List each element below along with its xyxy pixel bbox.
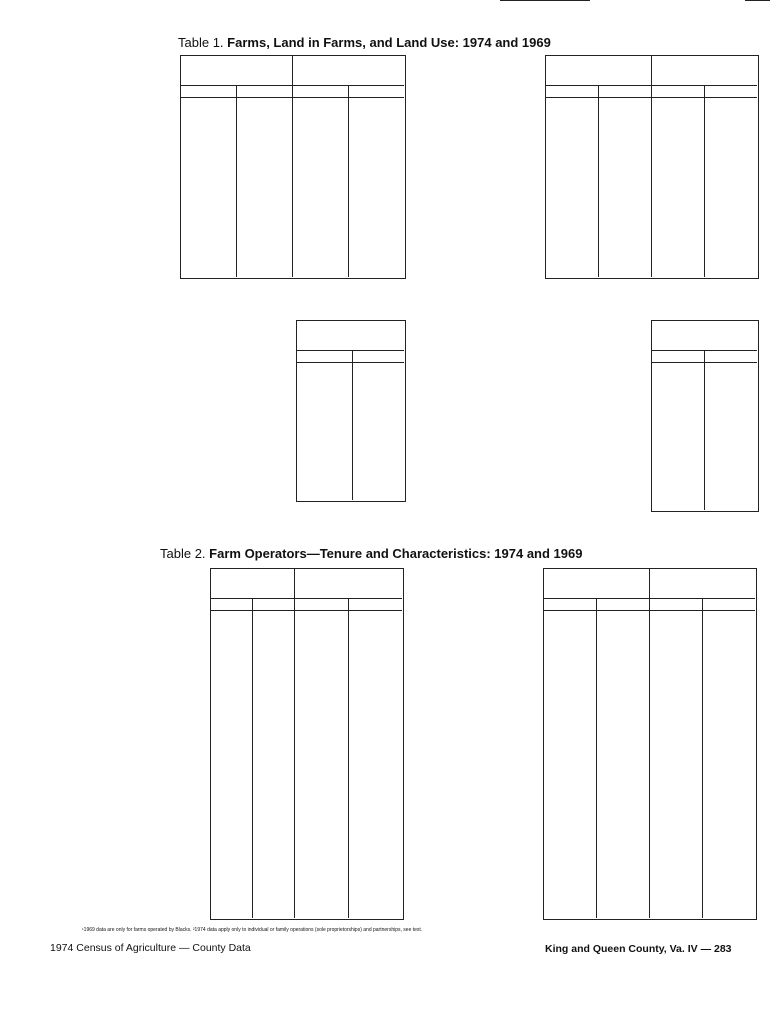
- group-divider: [649, 568, 650, 918]
- column-divider: [704, 85, 705, 277]
- column-divider: [236, 85, 237, 277]
- table-header-box: [180, 55, 406, 279]
- table-header-box: [651, 320, 759, 512]
- table2-title: [160, 546, 582, 561]
- top-rule-segment: [500, 0, 590, 1]
- year-divider: [210, 598, 402, 599]
- table-header-box: [543, 568, 757, 920]
- year-divider: [296, 350, 404, 351]
- top-rule-segment: [745, 0, 770, 1]
- column-divider: [348, 85, 349, 277]
- table-header-box: [545, 55, 759, 279]
- column-divider: [704, 350, 705, 510]
- table2-footnote: ¹1969 data are only for farms operated by Blacks. ²1974 data apply only to individual or family operations (sole proprietorships) and partnerships, see text.: [82, 927, 423, 933]
- column-divider: [352, 350, 353, 500]
- group-divider: [294, 568, 295, 918]
- table2-title-lead: Table 2.: [160, 546, 206, 561]
- column-divider: [702, 598, 703, 918]
- table2-title-text: Farm Operators—Tenure and Characteristics: 1974 and 1969: [209, 546, 583, 561]
- column-divider: [348, 598, 349, 918]
- table1-title-lead: Table 1.: [178, 35, 224, 50]
- table-header-box: [210, 568, 404, 920]
- table1-title-text: Farms, Land in Farms, and Land Use: 1974 and 1969: [227, 35, 551, 50]
- column-divider: [252, 598, 253, 918]
- footer-publication: 1974 Census of Agriculture — County Data: [50, 942, 251, 954]
- group-divider: [292, 55, 293, 277]
- group-divider: [651, 55, 652, 277]
- column-divider: [598, 85, 599, 277]
- footer-county-page: King and Queen County, Va. IV — 283: [545, 943, 732, 955]
- top-rule: [0, 0, 770, 6]
- table-header-box: [296, 320, 406, 502]
- column-divider: [596, 598, 597, 918]
- header-divider: [296, 362, 404, 363]
- header-divider: [210, 610, 402, 611]
- table1-title: [178, 35, 551, 50]
